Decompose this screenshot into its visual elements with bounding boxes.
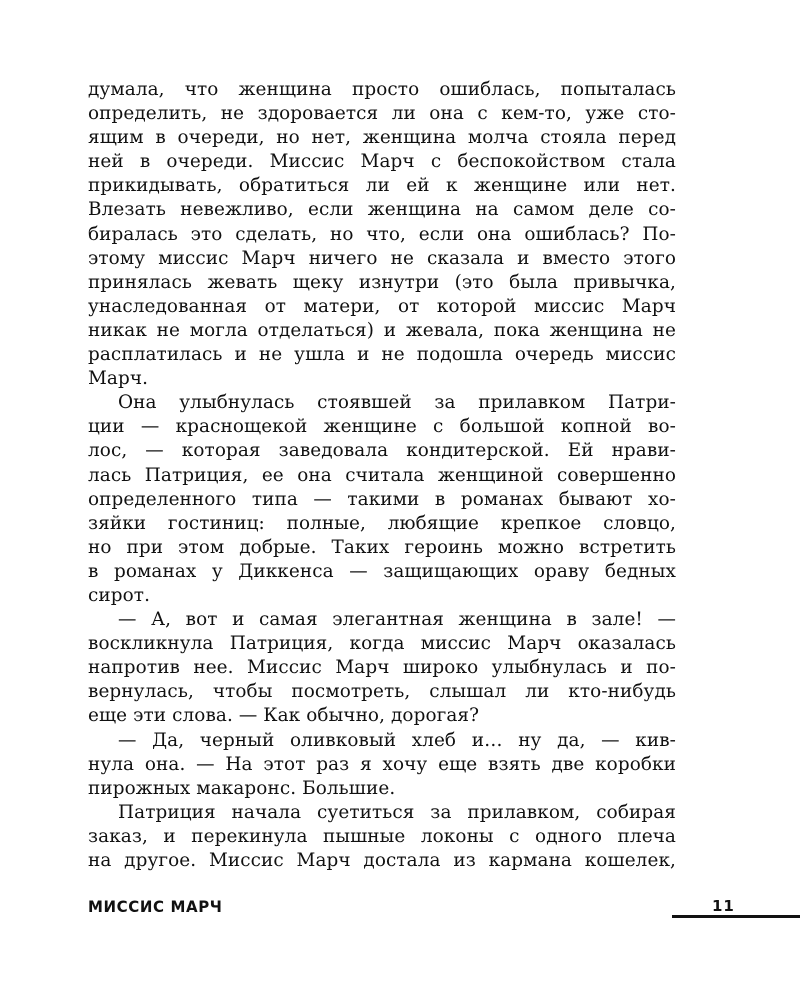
text-line: на другое. Миссис Марч достала из кармана кошелек, [88,850,676,871]
text-line: Она улыбнулась стоявшей за прилавком Патри- [118,392,676,414]
text-line: зяйки гостиниц: полные, любящие крепкое словцо, [88,512,676,534]
text-line: унаследованная от матери, от которой миссис Марч [88,295,676,317]
text-line: определить, не здоровается ли она с кем-то, уже сто- [88,103,676,125]
text-line: ции — краснощекой женщине с большой копной во- [88,416,676,438]
text-line: думала, что женщина просто ошиблась, попыталась [88,79,676,100]
text-line: — А, вот и самая элегантная женщина в зале! — [118,609,676,631]
text-line: воскликнула Патриция, когда миссис Марч оказалась [88,633,676,655]
text-line: еще эти слова. — Как обычно, дорогая? [88,705,480,727]
text-line: прикидывать, обратиться ли ей к женщине или нет. [88,175,676,197]
text-line: пирожных макаронс. Большие. [88,777,396,799]
text-line: Патриция начала суетиться за прилавком, собирая [118,801,676,823]
text-line: ней в очереди. Миссис Марч с беспокойством стала [88,151,676,173]
text-line: — Да, черный оливковый хлеб и… ну да, — кив- [118,729,676,751]
text-line: ящим в очереди, но нет, женщина молча стояла перед [88,127,676,149]
text-line: в романах у Диккенса — защищающих ораву бедных [88,560,676,582]
text-line: но при этом добрые. Таких героинь можно встретить [88,536,676,558]
page-number: 11 [712,897,735,915]
text-line: Влезать невежливо, если женщина на самом деле со- [88,199,676,221]
body-text [88,78,676,873]
text-line: никак не могла отделаться) и жевала, пока женщина не [88,319,676,341]
text-line: Марч. [88,368,149,390]
text-line: заказ, и перекинула пышные локоны с одного плеча [88,825,676,847]
footer-rule [672,915,800,918]
text-line: лос, — которая заведовала кондитерской. Ей нрави- [88,440,676,462]
text-line: вернулась, чтобы посмотреть, слышал ли кто-нибудь [88,681,676,703]
text-line: лась Патриция, ее она считала женщиной совершенно [88,464,676,486]
text-line: нула она. — На этот раз я хочу еще взять две коробки [88,753,676,775]
text-line: этому миссис Марч ничего не сказала и вместо этого [88,247,676,269]
text-line: принялась жевать щеку изнутри (это была привычка, [88,271,676,293]
text-line: биралась это сделать, но что, если она ошиблась? По- [88,223,676,245]
text-line: сирот. [88,584,151,606]
text-line: напротив нее. Миссис Марч широко улыбнулась и по- [88,657,676,679]
text-line: расплатилась и не ушла и не подошла очередь миссис [88,344,676,366]
text-line: определенного типа — такими в романах бывают хо- [88,488,676,510]
running-title: МИССИС МАРЧ [88,897,223,917]
